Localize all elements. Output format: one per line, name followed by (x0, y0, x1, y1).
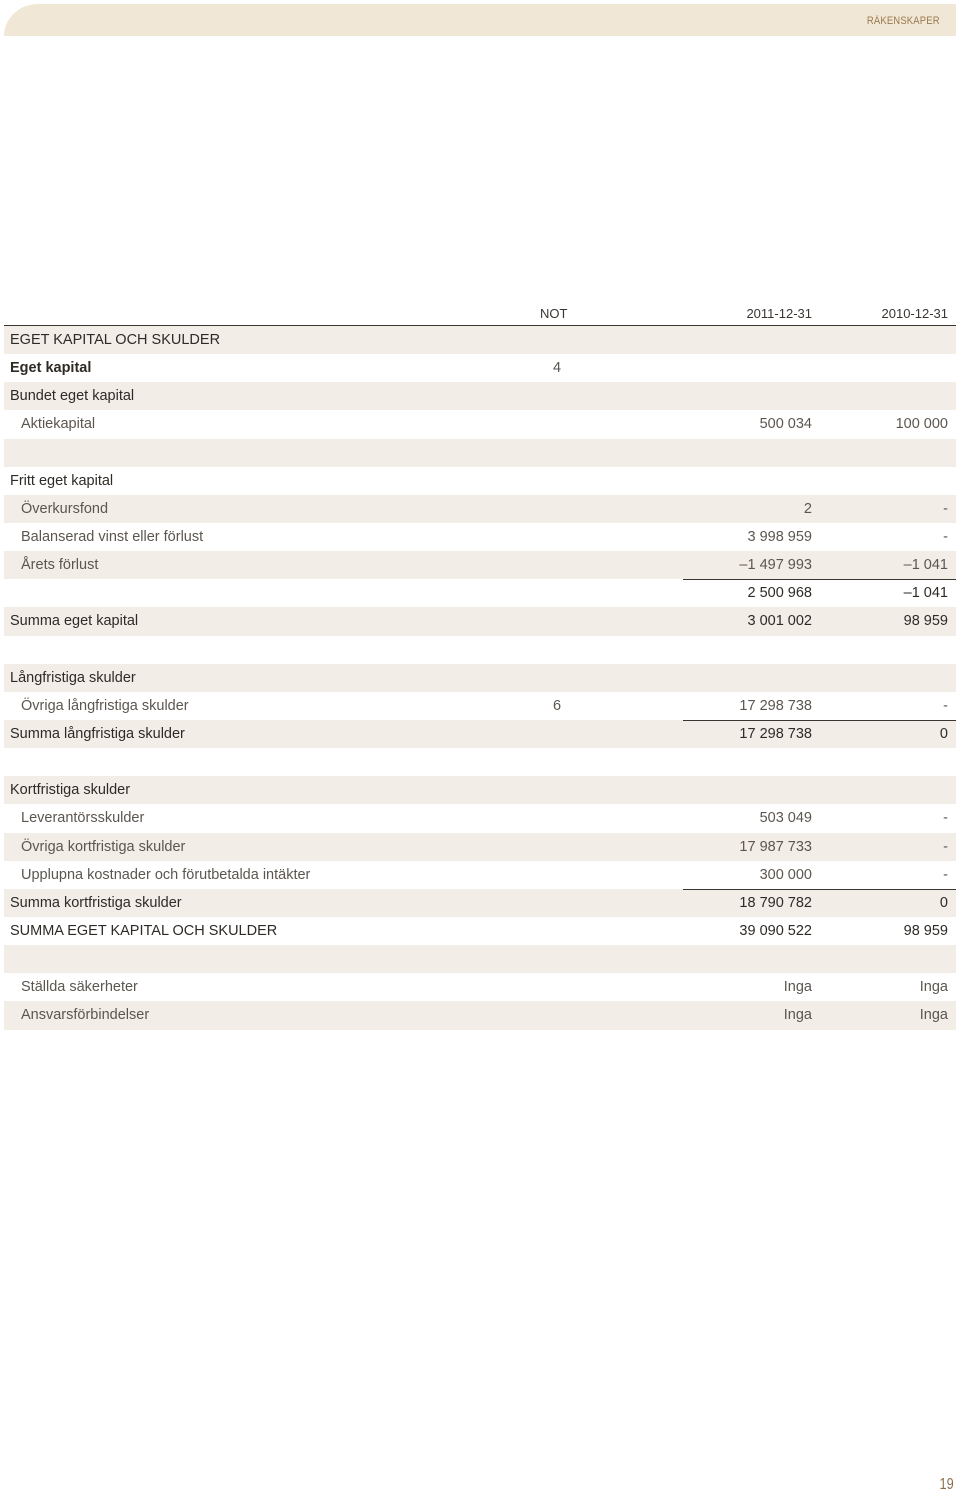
value-2011: 39 090 522 (739, 922, 812, 939)
value-2010: - (943, 810, 948, 827)
table-row (4, 382, 956, 410)
value-2010: - (943, 528, 948, 545)
value-2010: –1 041 (903, 557, 948, 574)
row-label: Ansvarsförbindelser (21, 1007, 150, 1024)
table-row (4, 833, 956, 861)
table-row (4, 439, 956, 467)
subtotal-rule (683, 579, 956, 580)
value-2010: - (943, 500, 948, 517)
row-label: SUMMA EGET KAPITAL OCH SKULDER (10, 922, 278, 939)
row-label: Ställda säkerheter (21, 979, 138, 996)
value-2011: 3 001 002 (747, 613, 812, 630)
section-label: RÄKENSKAPER (867, 15, 940, 27)
subtotal-rule (683, 889, 956, 890)
row-label: Aktiekapital (21, 416, 96, 433)
row-label: Fritt eget kapital (10, 472, 114, 489)
value-2010: 0 (939, 725, 948, 742)
page-number: 19 (939, 1476, 954, 1493)
value-2010: –1 041 (903, 585, 948, 602)
table-row (4, 917, 956, 945)
row-label: Summa kortfristiga skulder (10, 894, 182, 911)
value-2011: 17 298 738 (739, 697, 812, 714)
row-label: Leverantörsskulder (21, 810, 145, 827)
row-label: Upplupna kostnader och förutbetalda intäkter (21, 866, 311, 883)
note-ref: 4 (553, 360, 562, 377)
row-label: Övriga långfristiga skulder (21, 697, 189, 714)
column-header-not: NOT (540, 306, 568, 321)
table-row (4, 1001, 956, 1029)
table-row (4, 495, 956, 523)
table-row (4, 748, 956, 776)
value-2011: 17 987 733 (739, 838, 812, 855)
row-label: EGET KAPITAL OCH SKULDER (10, 332, 221, 348)
value-2011: 503 049 (759, 810, 812, 827)
table-row (4, 720, 956, 748)
value-2011: 500 034 (759, 416, 812, 433)
value-2011: 2 (803, 500, 812, 517)
column-header-2010: 2010-12-31 (881, 306, 948, 321)
table-row (4, 326, 956, 354)
value-2010: - (943, 697, 948, 714)
table-row (4, 945, 956, 973)
table-row (4, 354, 956, 382)
table-row (4, 467, 956, 495)
table-row (4, 636, 956, 664)
row-label: Summa långfristiga skulder (10, 725, 185, 742)
table-row (4, 607, 956, 635)
row-label: Kortfristiga skulder (10, 782, 131, 799)
column-header-2011: 2011-12-31 (746, 306, 812, 321)
row-label: Överkursfond (21, 500, 109, 517)
note-ref: 6 (553, 697, 562, 714)
row-label: Årets förlust (21, 557, 99, 574)
value-2010: 0 (939, 894, 948, 911)
table-row (4, 664, 956, 692)
value-2011: 2 500 968 (747, 585, 812, 602)
table-row (4, 523, 956, 551)
row-label: Bundet eget kapital (10, 388, 135, 405)
row-label: Eget kapital (10, 360, 92, 377)
table-row (4, 692, 956, 720)
value-2010: - (943, 838, 948, 855)
subtotal-rule (683, 720, 956, 721)
value-2011: –1 497 993 (739, 557, 812, 574)
value-2011: 3 998 959 (747, 528, 812, 545)
table-row (4, 973, 956, 1001)
value-2011: Inga (783, 979, 812, 996)
row-label: Långfristiga skulder (10, 669, 136, 686)
value-2010: 98 959 (903, 922, 948, 939)
header-band (4, 4, 956, 36)
balance-sheet-table (4, 326, 956, 1030)
value-2011: 300 000 (759, 866, 812, 883)
value-2010: 100 000 (895, 416, 948, 433)
table-row (4, 861, 956, 889)
value-2010: Inga (919, 1007, 948, 1024)
table-row (4, 551, 956, 579)
table-row (4, 776, 956, 804)
table-row (4, 889, 956, 917)
value-2010: 98 959 (903, 613, 948, 630)
row-label: Övriga kortfristiga skulder (21, 838, 186, 855)
table-row (4, 579, 956, 607)
row-label: Balanserad vinst eller förlust (21, 528, 204, 545)
value-2011: 18 790 782 (739, 894, 812, 911)
table-row (4, 804, 956, 832)
value-2010: - (943, 866, 948, 883)
row-label: Summa eget kapital (10, 613, 139, 630)
value-2011: Inga (783, 1007, 812, 1024)
table-row (4, 410, 956, 438)
value-2010: Inga (919, 979, 948, 996)
value-2011: 17 298 738 (739, 725, 812, 742)
